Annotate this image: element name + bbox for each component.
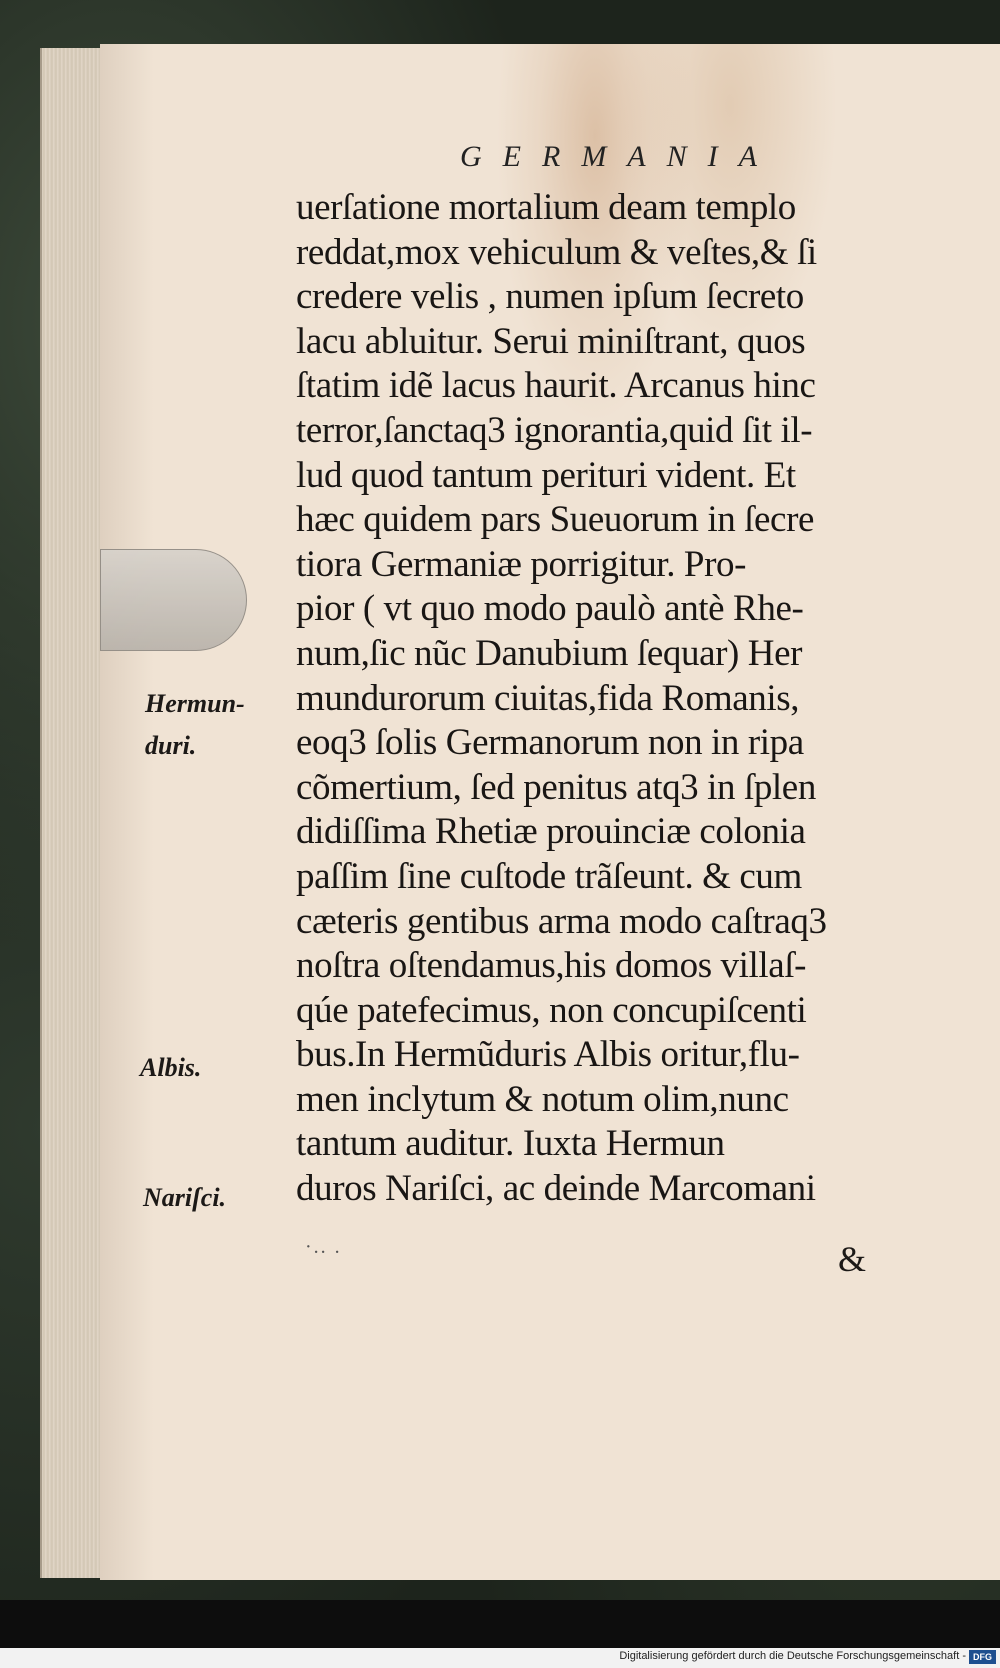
text-line: ſtatim idẽ lacus haurit. Arcanus hinc [296, 365, 816, 407]
text-line: reddat,mox vehiculum & veſtes,& ſi [296, 231, 817, 273]
text-line: num,ſic nũc Danubium ſequar) Her [296, 632, 803, 674]
text-line: didiſſima Rhetiæ prouinciæ colonia [296, 811, 806, 853]
text-line: duros Nariſci, ac deinde Marcomani [296, 1168, 816, 1210]
text-line: hæc quidem pars Sueuorum in ſecre [296, 499, 815, 541]
text-line: eoq3 ſolis Germanorum non in ripa [296, 722, 804, 764]
main-text [296, 186, 926, 1212]
text-line: qúe patefecimus, non concupiſcenti [296, 989, 807, 1031]
dfg-logo: DFG [969, 1650, 996, 1664]
text-line: terror,ſanctaq3 ignorantia,quid ſit il- [296, 409, 813, 451]
text-line: noſtra oſtendamus,his domos villaſ- [296, 945, 807, 987]
footer-credit: Digitalisierung gefördert durch die Deutsche Forschungsgemeinschaft - [619, 1650, 966, 1662]
margin-note-hermunduri-1: Hermun- [145, 689, 245, 718]
stray-marks: ·.. . [305, 1236, 342, 1258]
margin-note-narisci: Nariſci. [143, 1183, 227, 1212]
text-line: lud quod tantum perituri vident. Et [296, 454, 796, 496]
text-line: cõmertium, ſed penitus atq3 in ſplen [296, 766, 816, 808]
text-line: cæteris gentibus arma modo caſtraq3 [296, 900, 827, 942]
running-head: GERMANIA [460, 140, 778, 173]
catchword: & [838, 1239, 867, 1279]
text-line: tiora Germaniæ porrigitur. Pro- [296, 543, 747, 585]
text-line: pior ( vt quo modo paulò antè Rhe- [296, 588, 804, 630]
text-line: credere velis , numen ipſum ſecreto [296, 276, 804, 318]
text-line: mundurorum ciuitas,fida Romanis, [296, 677, 800, 719]
margin-note-albis: Albis. [140, 1053, 202, 1082]
text-line: bus.In Hermũduris Albis oritur,flu- [296, 1034, 800, 1076]
page-clip [100, 549, 247, 651]
text-line: tantum auditur. Iuxta Hermun [296, 1123, 725, 1165]
margin-note-hermunduri-2: duri. [145, 731, 197, 760]
text-line: uerſatione mortalium deam templo [296, 187, 796, 228]
text-line: men inclytum & notum olim,nunc [296, 1078, 789, 1120]
text-line: lacu abluitur. Serui miniſtrant, quos [296, 320, 806, 362]
text-line: paſſim ſine cuſtode trãſeunt. & cum [296, 855, 802, 897]
